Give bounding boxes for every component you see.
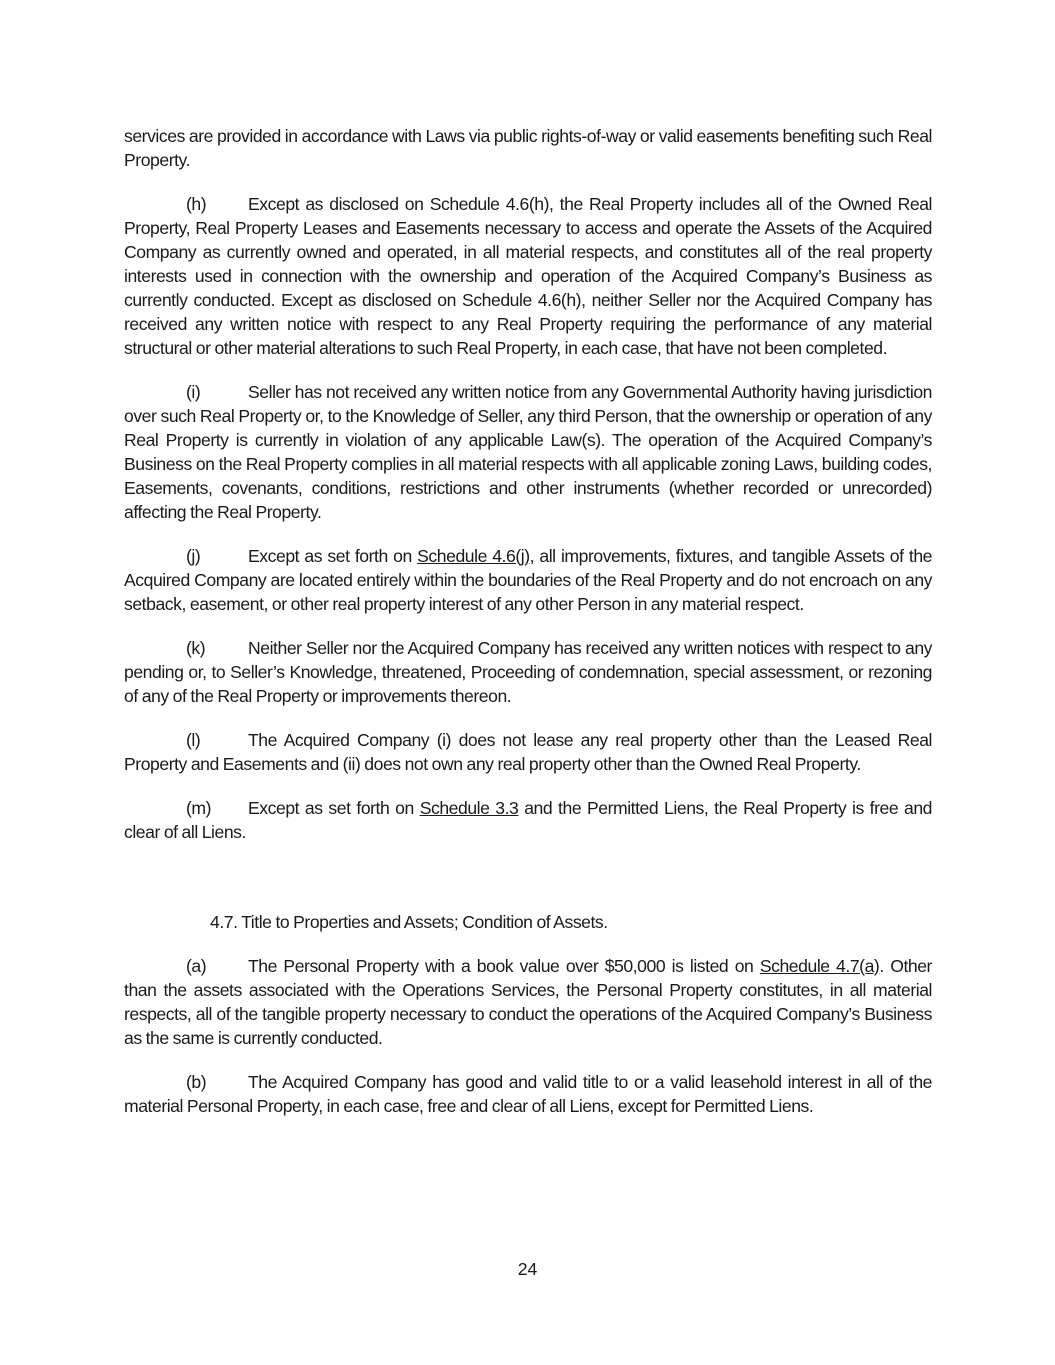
paragraph-text-post: . Other than the assets associated with the Operations Services, the Personal Property constitutes, in all material respects, all of the tangible property necessary to conduct the operations of the Acquired Company’s Business as the same is currently conducted.	[124, 956, 932, 1048]
paragraph-i	[124, 380, 932, 524]
paragraph-label: (j)	[186, 546, 201, 566]
paragraph-label: (h)	[186, 194, 207, 214]
paragraph-text: Neither Seller nor the Acquired Company has received any written notices with respect to any pending or, to Seller’s Knowledge, threatened, Proceeding of condemnation, special assessment, or rezoning of any of the Real Property or improvements thereon.	[124, 638, 932, 706]
paragraph-h	[124, 192, 932, 360]
schedule-reference-link: Schedule 4.6(j)	[417, 546, 530, 566]
intro-paragraph: services are provided in accordance with Laws via public rights-of-way or valid easements benefiting such Real Property.	[124, 126, 932, 170]
page-number: 24	[517, 1259, 538, 1279]
paragraph-text-pre: The Personal Property with a book value over $50,000 is listed on	[248, 956, 754, 976]
paragraph-m	[124, 796, 932, 844]
paragraph-label: (l)	[186, 730, 201, 750]
paragraph-label: (m)	[186, 798, 212, 818]
paragraph-k	[124, 636, 932, 708]
paragraph-label: (b)	[186, 1072, 207, 1092]
paragraph-text: Seller has not received any written notice from any Governmental Authority having jurisdiction over such Real Property or, to the Knowledge of Seller, any third Person, that the ownership or operation of any Real Property is currently in violation of any applicable Law(s). The operation of the Acquired Company’s Business on the Real Property complies in all material respects with all applicable zoning Laws, building codes, Easements, covenants, conditions, restrictions and other instruments (whether recorded or unrecorded) affecting the Real Property.	[124, 382, 932, 522]
paragraph-a	[124, 954, 932, 1050]
paragraph-text: The Acquired Company has good and valid title to or a valid leasehold interest in all of the material Personal Property, in each case, free and clear of all Liens, except for Permitted Liens.	[124, 1072, 932, 1116]
paragraph-text-post: and the Permitted Liens, the Real Property is free and clear of all Liens.	[124, 798, 932, 842]
paragraph-text-post: , all improvements, fixtures, and tangible Assets of the Acquired Company are located entirely within the boundaries of the Real Property and do not encroach on any setback, easement, or other real property interest of any other Person in any material respect.	[124, 546, 933, 614]
paragraph-label: (a)	[186, 956, 207, 976]
section-heading: 4.7. Title to Properties and Assets; Condition of Assets.	[210, 912, 608, 932]
document-page	[124, 124, 932, 1138]
paragraph-b	[124, 1070, 932, 1118]
paragraph-text-pre: Except as set forth on	[248, 798, 414, 818]
paragraph-text-pre: Except as set forth on	[248, 546, 412, 566]
paragraph-label: (i)	[186, 382, 201, 402]
paragraph-l	[124, 728, 932, 776]
paragraph-j	[124, 544, 932, 616]
paragraph-label: (k)	[186, 638, 206, 658]
schedule-reference-link: Schedule 3.3	[419, 798, 519, 818]
paragraph-text: The Acquired Company (i) does not lease any real property other than the Leased Real Property and Easements and (ii) does not own any real property other than the Owned Real Property.	[124, 730, 932, 774]
schedule-reference-link: Schedule 4.7(a)	[759, 956, 880, 976]
paragraph-text: Except as disclosed on Schedule 4.6(h), the Real Property includes all of the Owned Real Property, Real Property Leases and Easements necessary to access and operate the Assets of the Acquired Company as currently owned and operated, in all material respects, and constitutes all of the real property interests used in connection with the ownership and operation of the Acquired Company’s Business as currently conducted. Except as disclosed on Schedule 4.6(h), neither Seller nor the Acquired Company has received any written notice with respect to any Real Property requiring the performance of any material structural or other material alterations to such Real Property, in each case, that have not been completed.	[124, 194, 932, 358]
